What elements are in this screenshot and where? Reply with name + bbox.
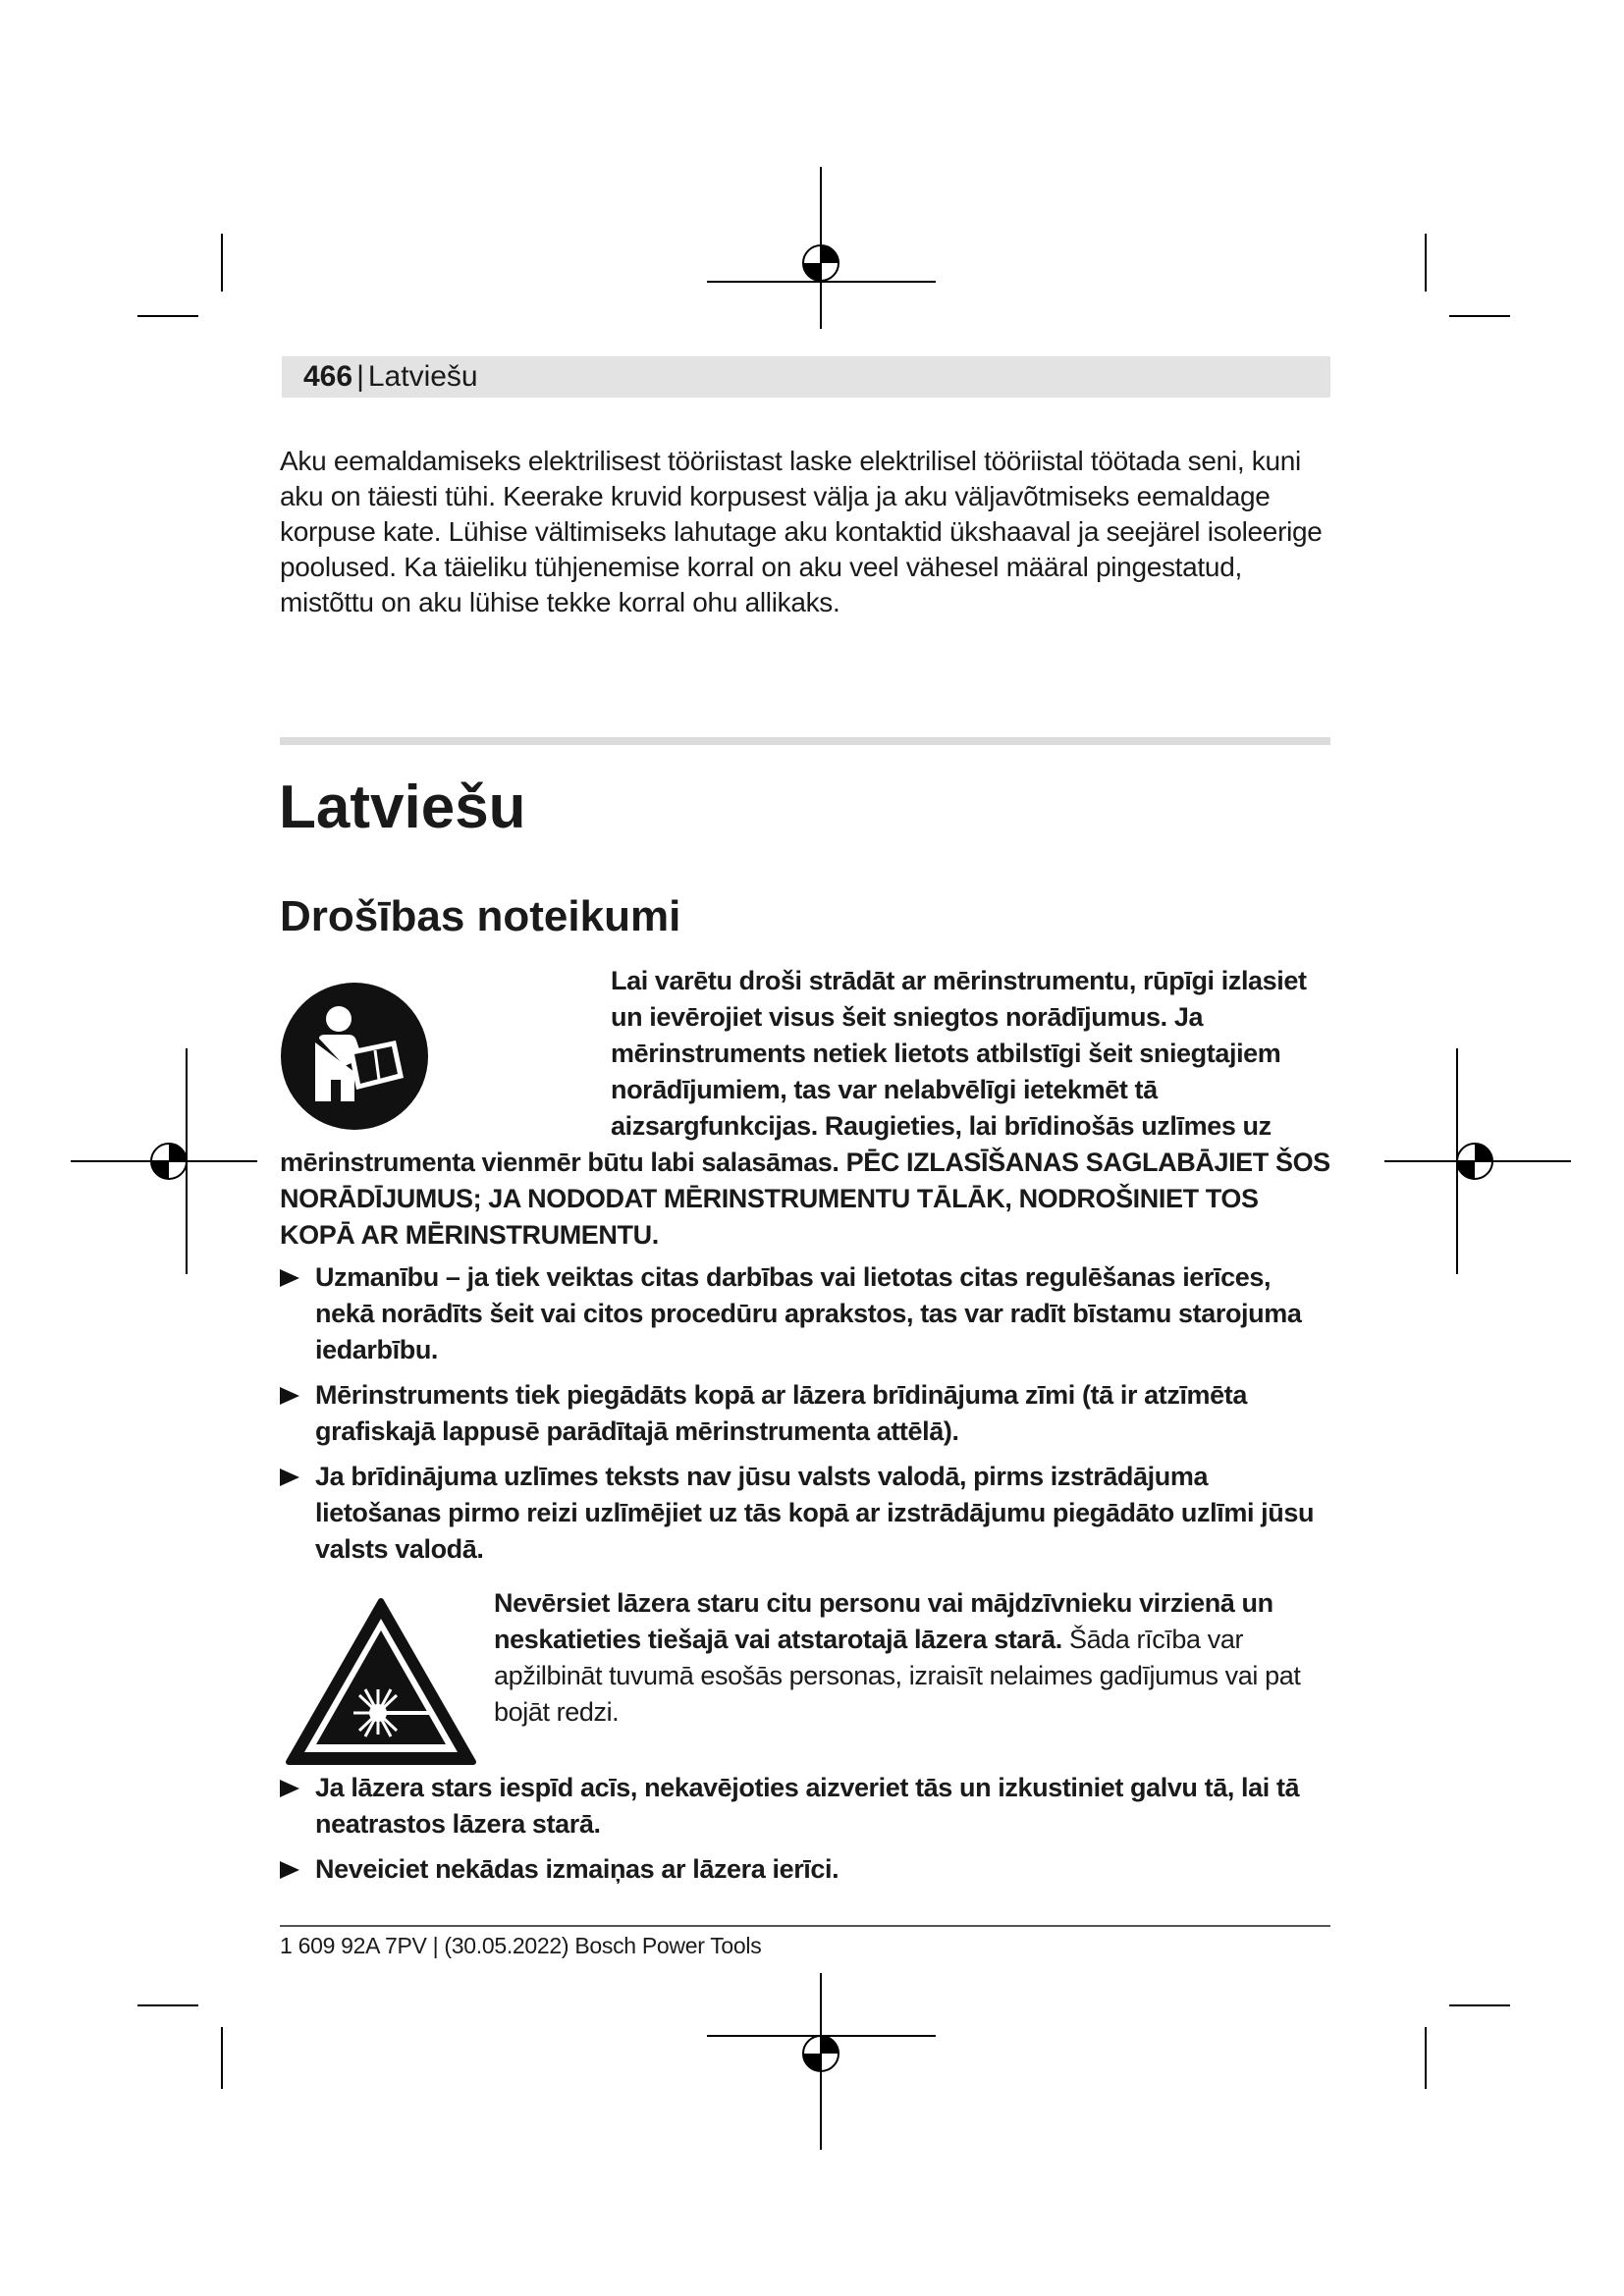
page-number: 466 <box>303 360 353 393</box>
read-manual-text: Lai varētu droši strādāt ar mērinstrumentu, rūpīgi izlasiet un ievērojiet visus šeit sniegtos norādījumus. Ja mērinstruments netiek lietots atbilstīgi šeit sniegtajiem norādījumiem, tas var nelabvēlīgi ietekmēt tā aizsargfunkcijas. Raugieties, lai brīdinošās uzlīmes uz <box>611 966 1307 1141</box>
list-item <box>280 1259 1330 1368</box>
list-item <box>280 1851 1330 1888</box>
header-section: Latviešu <box>367 360 478 393</box>
bullet-triangle-icon <box>280 1780 299 1797</box>
read-manual-text-continued: mērinstrumenta vienmēr būtu labi salasāmas. PĒC IZLASĪŠANAS SAGLABĀJIET ŠOS NORĀDĪJUMUS; JA NODODAT MĒRINSTRUMENTU TĀLĀK, NODROŠINIET TOS KOPĀ AR MĒRINSTRUMENTU. <box>280 1148 1330 1250</box>
laser-warning-text <box>494 1585 1330 1731</box>
page-header <box>282 356 1330 398</box>
safety-bullet-list <box>280 1259 1330 1576</box>
bullet-triangle-icon <box>280 1861 299 1879</box>
page-title: Latviešu <box>279 774 526 841</box>
section-title: Drošības noteikumi <box>280 892 681 940</box>
bullet-text: Ja brīdinājuma uzlīmes teksts nav jūsu valsts valodā, pirms izstrādājuma lietošanas pirmo reizi uzlīmējiet uz tās kopā ar izstrādājumu piegādāto uzlīmi jūsu valsts valodā. <box>315 1462 1315 1564</box>
list-item <box>280 1459 1330 1568</box>
footer-rule <box>280 1925 1330 1927</box>
laser-warning-bold: Nevērsiet lāzera staru citu personu vai mājdzīvnieku virzienā un neskatieties tiešajā vai atstarotajā lāzera starā. <box>494 1588 1273 1654</box>
read-manual-icon <box>280 982 429 1131</box>
list-item <box>280 1377 1330 1450</box>
bullet-triangle-icon <box>280 1468 299 1486</box>
header-separator: | <box>356 360 364 393</box>
list-item <box>280 1770 1330 1842</box>
bullet-triangle-icon <box>280 1269 299 1287</box>
bullet-text: Mērinstruments tiek piegādāts kopā ar lāzera brīdinājuma zīmi (tā ir atzīmēta grafiskajā lappusē parādītajā mērinstrumenta attēlā). <box>315 1380 1247 1446</box>
page-footer: 1 609 92A 7PV | (30.05.2022) Bosch Power Tools <box>280 1933 762 1958</box>
intro-paragraph: Aku eemaldamiseks elektrilisest tööriistast laske elektrilisel tööriistal töötada seni, kuni aku on täiesti tühi. Keerake kruvid korpusest välja ja aku väljavõtmiseks eemaldage korpuse kate. Lühise vältimiseks lahutage aku kontaktid ükshaaval ja seejärel isoleerige poolused. Ka täieliku tühjenemise korral on aku veel vähesel määral pingestatud, mistõttu on aku lühise tekke korral ohu allikaks. <box>280 446 1323 617</box>
bullet-text: Neveiciet nekādas izmaiņas ar lāzera ierīci. <box>315 1854 839 1884</box>
safety-bullet-list-2 <box>280 1770 1330 1896</box>
laser-warning-icon <box>285 1597 477 1766</box>
laser-warning-normal: Šāda rīcība var apžilbināt tuvumā esošās personas, izraisīt nelaimes gadījumus vai pat bojāt redzi. <box>494 1625 1301 1727</box>
bullet-triangle-icon <box>280 1387 299 1405</box>
section-rule <box>280 737 1330 745</box>
bullet-text: Uzmanību – ja tiek veiktas citas darbības vai lietotas citas regulēšanas ierīces, nekā norādīts šeit vai citos procedūru aprakstos, tas var radīt bīstamu starojuma iedarbību. <box>315 1262 1302 1364</box>
bullet-text: Ja lāzera stars iespīd acīs, nekavējoties aizveriet tās un izkustiniet galvu tā, lai tā neatrastos lāzera starā. <box>315 1773 1300 1839</box>
